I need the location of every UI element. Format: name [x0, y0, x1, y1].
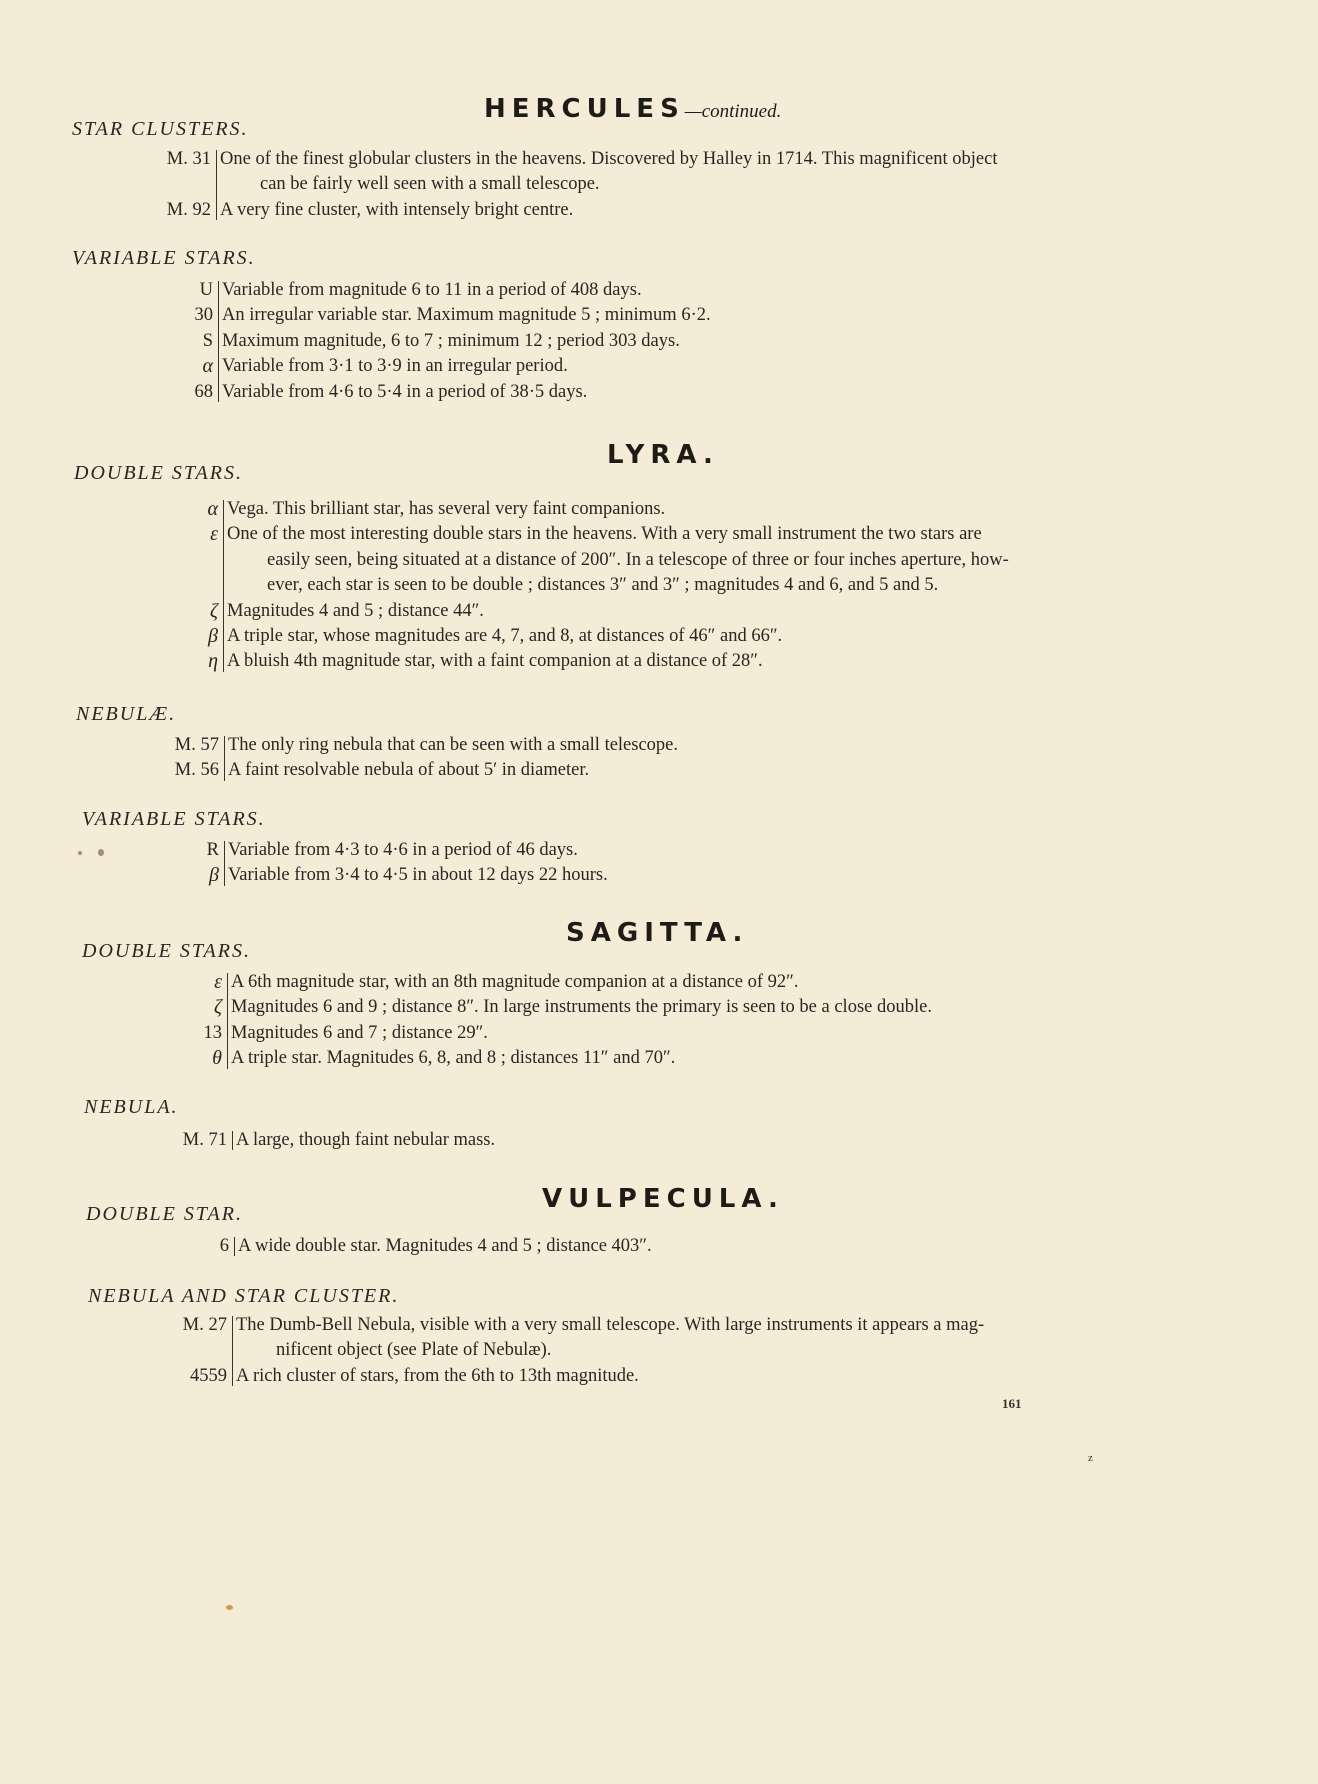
- entry-text: Variable from 4·6 to 5·4 in a period of 38·5 days.: [222, 381, 588, 402]
- entry-text: An irregular variable star. Maximum magnitude 5 ; minimum 6·2.: [222, 305, 711, 326]
- entry-divider-rule: [232, 1316, 233, 1386]
- entry-text: A very fine cluster, with intensely bright centre.: [220, 199, 574, 220]
- section-heading-star-clusters: STAR CLUSTERS.: [72, 118, 249, 140]
- entry-label: M. 31: [166, 149, 211, 169]
- entry-label: 6: [219, 1236, 229, 1256]
- entry-text: One of the finest globular clusters in the heavens. Discovered by Halley in 1714. This magnificent object: [220, 149, 998, 169]
- entry-label: M. 27: [182, 1315, 227, 1335]
- section-heading-nebula: NEBULA.: [84, 1096, 179, 1118]
- entry-label: U: [199, 280, 213, 300]
- section-heading-double-stars: DOUBLE STARS.: [74, 462, 243, 484]
- entry-divider-rule: [227, 973, 228, 1069]
- entry-text: The Dumb-Bell Nebula, visible with a very small telescope. With large instruments it appears a mag-: [236, 1315, 985, 1335]
- entry-label: 68: [194, 381, 213, 402]
- entry-label: η: [208, 650, 218, 673]
- entry-text: A triple star, whose magnitudes are 4, 7, and 8, at distances of 46″ and 66″.: [227, 625, 783, 646]
- entry-text: A large, though faint nebular mass.: [236, 1130, 496, 1150]
- entry-divider-rule: [224, 736, 225, 781]
- entry-label: α: [202, 355, 213, 378]
- title-text: HERCULES: [484, 94, 685, 124]
- entry-text: Variable from 4·3 to 4·6 in a period of 46 days.: [228, 840, 578, 860]
- entry-label: ε: [210, 523, 218, 546]
- section-heading-double-star: DOUBLE STAR.: [86, 1203, 243, 1225]
- entry-label: M. 57: [174, 735, 219, 755]
- entry-text: Magnitudes 4 and 5 ; distance 44″.: [227, 600, 484, 621]
- entry-label: S: [202, 330, 213, 351]
- entry-label: M. 92: [166, 199, 211, 220]
- section-heading-nebula-and-star-cluster: NEBULA AND STAR CLUSTER.: [88, 1285, 400, 1307]
- entry-divider-rule: [216, 150, 217, 220]
- entry-text: A faint resolvable nebula of about 5′ in diameter.: [228, 760, 590, 781]
- title-continued: —continued.: [684, 101, 782, 122]
- entry-text: A 6th magnitude star, with an 8th magnitude companion at a distance of 92″.: [231, 972, 799, 992]
- entry-text: One of the most interesting double stars in the heavens. With a very small instrument the two stars are: [227, 524, 982, 545]
- entry-label: ε: [214, 971, 222, 993]
- entry-label: 13: [203, 1022, 222, 1043]
- entry-text: A bluish 4th magnitude star, with a faint companion at a distance of 28″.: [227, 651, 763, 672]
- constellation-title-vulpecula: VULPECULA.: [542, 1184, 784, 1214]
- entry-label: ζ: [209, 599, 218, 622]
- paper-speck: [78, 851, 82, 855]
- constellation-title-sagitta: SAGITTA.: [566, 918, 749, 948]
- entry-label: α: [207, 498, 218, 520]
- entry-divider-rule: [232, 1131, 233, 1150]
- page-number: 161: [1002, 1396, 1022, 1411]
- entry-label: θ: [212, 1047, 222, 1070]
- entry-text: Magnitudes 6 and 9 ; distance 8″. In large instruments the primary is seen to be a close double.: [231, 997, 932, 1018]
- entry-label: 4559: [190, 1365, 227, 1386]
- entry-text: A triple star. Magnitudes 6, 8, and 8 ; distances 11″ and 70″.: [231, 1048, 676, 1069]
- constellation-title-hercules: [484, 94, 781, 124]
- constellation-title-lyra: LYRA.: [607, 440, 719, 470]
- signature-mark: z: [1088, 1452, 1093, 1464]
- entry-divider-rule: [223, 500, 224, 672]
- entry-label: β: [208, 624, 218, 647]
- entry-text: Maximum magnitude, 6 to 7 ; minimum 12 ; period 303 days.: [222, 330, 680, 351]
- entry-label: M. 71: [182, 1130, 227, 1150]
- entry-text: The only ring nebula that can be seen with a small telescope.: [228, 735, 679, 755]
- entry-label: R: [206, 840, 219, 860]
- section-heading-nebulae: NEBULÆ.: [76, 703, 177, 725]
- entry-divider-rule: [234, 1237, 235, 1256]
- entry-divider-rule: [224, 841, 225, 886]
- entry-label: ζ: [213, 996, 222, 1019]
- entry-text: Variable from 3·4 to 4·5 in about 12 days 22 hours.: [228, 865, 608, 886]
- section-heading-variable-stars: VARIABLE STARS.: [82, 808, 266, 830]
- entry-text: ever, each star is seen to be double ; distances 3″ and 3″ ; magnitudes 4 and 6, and 5 and 5.: [267, 575, 939, 596]
- entry-text: Vega. This brilliant star, has several very faint companions.: [227, 499, 666, 519]
- entry-text: Variable from 3·1 to 3·9 in an irregular period.: [222, 356, 568, 377]
- entry-text: A rich cluster of stars, from the 6th to 13th magnitude.: [236, 1365, 639, 1386]
- section-heading-double-stars: DOUBLE STARS.: [82, 940, 251, 962]
- paper-speck: [98, 849, 104, 856]
- entry-label: M. 56: [174, 760, 219, 781]
- entry-text: easily seen, being situated at a distance of 200″. In a telescope of three or four inches aperture, how-: [267, 549, 1009, 570]
- entry-text: Magnitudes 6 and 7 ; distance 29″.: [231, 1022, 488, 1043]
- entry-divider-rule: [218, 281, 219, 402]
- entry-text: nificent object (see Plate of Nebulæ).: [276, 1340, 552, 1361]
- entry-text: A wide double star. Magnitudes 4 and 5 ; distance 403″.: [238, 1236, 652, 1256]
- entry-text: Variable from magnitude 6 to 11 in a period of 408 days.: [222, 280, 642, 300]
- entry-label: β: [209, 864, 219, 887]
- entry-label: 30: [194, 305, 213, 326]
- section-heading-variable-stars: VARIABLE STARS.: [72, 247, 256, 269]
- paper-speck: [226, 1605, 233, 1610]
- entry-text: can be fairly well seen with a small telescope.: [260, 174, 600, 195]
